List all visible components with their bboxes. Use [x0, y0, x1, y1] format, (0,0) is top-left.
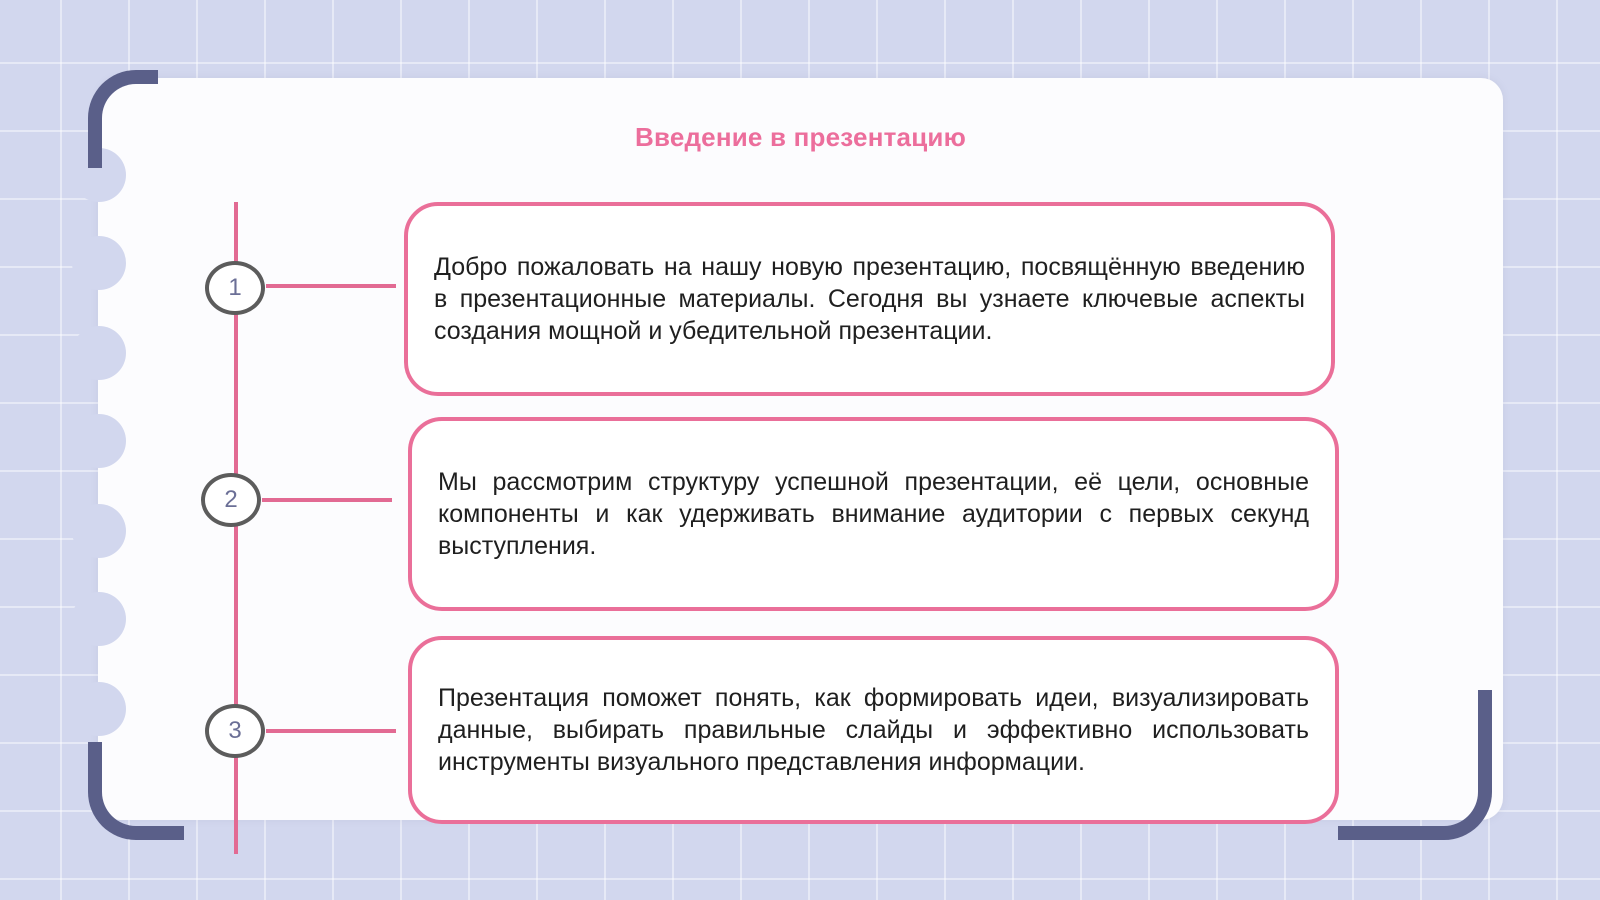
frame-corner-bottom-left	[88, 742, 184, 840]
step-text-2: Мы рассмотрим структуру успешной презентации, её цели, основные компоненты и как удерживать внимание аудитории с первых секунд выступления.	[438, 468, 1309, 560]
frame-corner-top-left	[88, 70, 158, 168]
step-card-3	[408, 636, 1339, 824]
frame-corner-bottom-right	[1338, 690, 1492, 840]
paper-edge-scallop	[72, 504, 126, 558]
paper-edge-scallop	[72, 592, 126, 646]
timeline-connector-1	[266, 284, 396, 288]
step-number-1: 1	[205, 261, 265, 315]
paper-edge-scallop	[72, 326, 126, 380]
slide-title: Введение в презентацию	[635, 122, 966, 152]
step-text-1: Добро пожаловать на нашу новую презентацию, посвящённую введению в презентационные материалы. Сегодня вы узнаете ключевые аспекты создания мощной и убедительной презентации.	[434, 253, 1305, 345]
step-number-3: 3	[205, 704, 265, 758]
paper-edge-scallop	[72, 682, 126, 736]
step-card-1	[404, 202, 1335, 396]
timeline-connector-3	[266, 729, 396, 733]
paper-edge-scallop	[72, 236, 126, 290]
paper-edge-scallop	[72, 414, 126, 468]
step-text-3: Презентация поможет понять, как формировать идеи, визуализировать данные, выбирать правильные слайды и эффективно использовать инструменты визуального представления информации.	[438, 684, 1309, 776]
timeline-connector-2	[262, 498, 392, 502]
step-card-2	[408, 417, 1339, 611]
step-number-2: 2	[201, 473, 261, 527]
